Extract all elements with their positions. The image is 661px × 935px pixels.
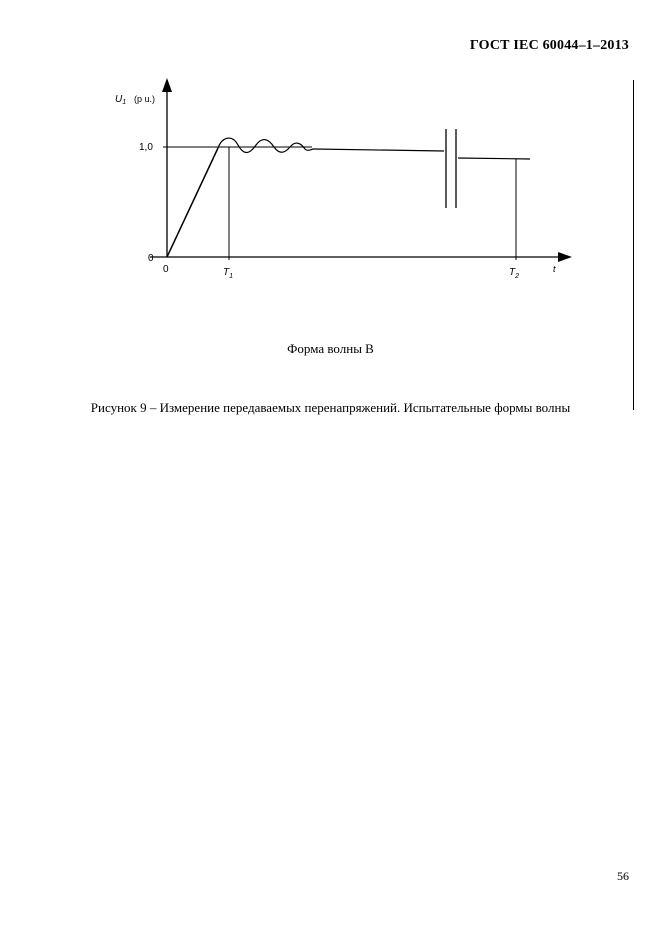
x-tick-t2: $T_2$ bbox=[509, 267, 520, 280]
y-axis-label: $U_1$ bbox=[115, 94, 127, 106]
x-tick-t1: $T_1$ bbox=[223, 267, 234, 280]
y-axis-unit: (p u.) bbox=[134, 94, 156, 104]
waveform-plateau bbox=[314, 149, 444, 151]
page-number: 56 bbox=[617, 869, 629, 883]
document-header: ГОСТ IEC 60044–1–2013 bbox=[469, 38, 629, 53]
waveform-label: Форма волны В bbox=[287, 341, 374, 356]
y-tick-0: 0 bbox=[148, 253, 154, 264]
y-tick-1: 1,0 bbox=[139, 142, 153, 153]
waveform-ringing bbox=[218, 138, 314, 152]
waveform-tail bbox=[458, 158, 530, 159]
margin-rule bbox=[633, 80, 634, 410]
figure-caption: Рисунок 9 – Измерение передаваемых перенапряжений. Испытательные формы волны bbox=[90, 400, 571, 415]
x-axis-label: t bbox=[553, 264, 556, 274]
x-axis-arrow bbox=[558, 252, 572, 262]
waveform-figure bbox=[0, 0, 661, 330]
y-axis-arrow bbox=[162, 78, 172, 92]
waveform-rise bbox=[167, 148, 218, 257]
x-origin-label: 0 bbox=[163, 264, 169, 275]
